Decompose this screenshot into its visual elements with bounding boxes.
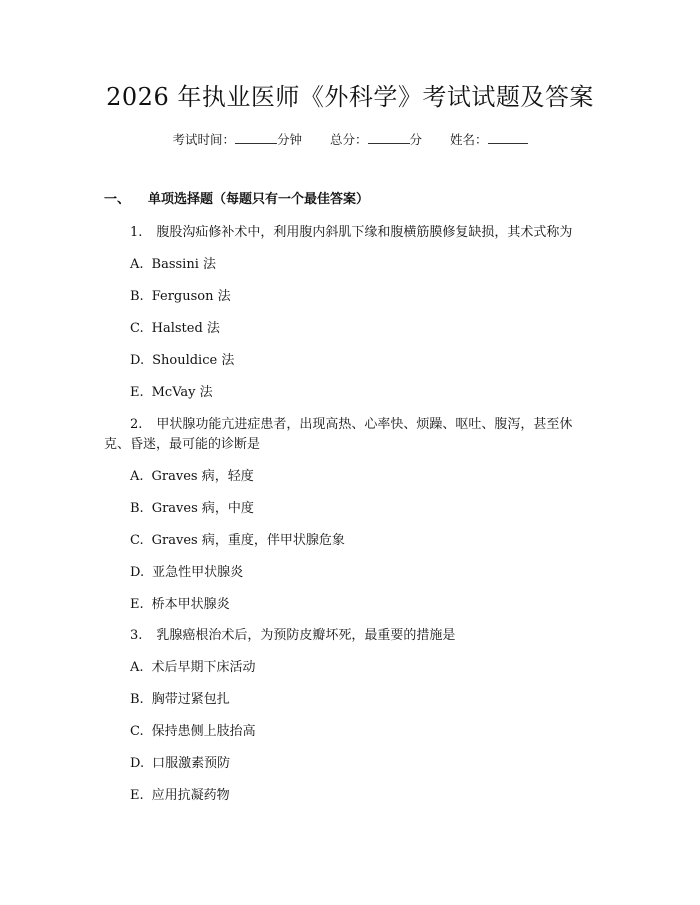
option-text: Graves 病，轻度 bbox=[151, 469, 254, 484]
section-title: 单项选择题（每题只有一个最佳答案） bbox=[148, 192, 370, 207]
option-letter: B. bbox=[130, 501, 144, 516]
question-1-option-e[interactable] bbox=[130, 383, 213, 403]
option-letter: D. bbox=[130, 565, 145, 580]
question-1-option-c[interactable] bbox=[130, 319, 220, 339]
option-letter: A. bbox=[130, 660, 144, 675]
question-3-option-d[interactable] bbox=[130, 754, 230, 774]
total-score-label: 总分： bbox=[329, 132, 368, 147]
option-text: Shouldice 法 bbox=[152, 353, 235, 368]
question-2 bbox=[130, 415, 572, 435]
option-text: Graves 病，重度，伴甲状腺危象 bbox=[151, 533, 345, 548]
option-letter: A. bbox=[130, 469, 144, 484]
exam-time-unit: 分钟 bbox=[276, 132, 302, 147]
option-text: 保持患侧上肢抬高 bbox=[151, 724, 256, 739]
question-2-option-e[interactable] bbox=[130, 595, 230, 615]
option-letter: E. bbox=[130, 385, 144, 400]
option-text: 桥本甲状腺炎 bbox=[151, 597, 230, 612]
question-number: 2. bbox=[130, 417, 143, 432]
question-3 bbox=[130, 626, 455, 646]
total-score-field bbox=[330, 132, 422, 147]
option-text: 术后早期下床活动 bbox=[151, 660, 256, 675]
option-text: Graves 病，中度 bbox=[151, 501, 254, 516]
question-number: 1. bbox=[130, 225, 143, 240]
option-text: 亚急性甲状腺炎 bbox=[152, 565, 244, 580]
question-3-option-b[interactable] bbox=[130, 690, 230, 710]
option-letter: D. bbox=[130, 756, 145, 771]
name-field bbox=[450, 132, 528, 147]
question-2-continuation: 克、昏迷，最可能的诊断是 bbox=[104, 437, 261, 452]
exam-meta-line bbox=[0, 131, 700, 149]
option-letter: E. bbox=[130, 788, 144, 803]
question-text: 腹股沟疝修补术中，利用腹内斜肌下缘和腹横筋膜修复缺损，其术式称为 bbox=[156, 225, 573, 240]
question-2-option-d[interactable] bbox=[130, 563, 243, 583]
question-1-option-d[interactable] bbox=[130, 351, 234, 371]
option-letter: C. bbox=[130, 321, 144, 336]
option-text: McVay 法 bbox=[151, 385, 213, 400]
question-3-option-c[interactable] bbox=[130, 722, 256, 742]
question-1-option-b[interactable] bbox=[130, 287, 231, 307]
exam-time-label: 考试时间： bbox=[172, 132, 235, 147]
option-letter: C. bbox=[130, 533, 144, 548]
question-text: 乳腺癌根治术后，为预防皮瓣坏死，最重要的措施是 bbox=[156, 628, 456, 643]
option-letter: B. bbox=[130, 692, 144, 707]
question-2-option-b[interactable] bbox=[130, 499, 254, 519]
option-letter: C. bbox=[130, 724, 144, 739]
total-score-unit: 分 bbox=[409, 132, 423, 147]
page-title: 2026 年执业医师《外科学》考试试题及答案 bbox=[106, 83, 594, 111]
option-letter: B. bbox=[130, 289, 144, 304]
exam-time-blank[interactable] bbox=[235, 131, 277, 144]
option-text: Halsted 法 bbox=[151, 321, 220, 336]
question-2-option-a[interactable] bbox=[130, 467, 254, 487]
option-text: Bassini 法 bbox=[151, 257, 216, 272]
question-3-option-a[interactable] bbox=[130, 658, 256, 678]
question-text: 甲状腺功能亢进症患者，出现高热、心率快、烦躁、呕吐、腹泻，甚至休 bbox=[156, 417, 573, 432]
question-1 bbox=[130, 223, 572, 243]
question-2-option-c[interactable] bbox=[130, 531, 345, 551]
option-text: 应用抗凝药物 bbox=[151, 788, 230, 803]
section-number: 一、 bbox=[104, 192, 131, 207]
name-blank[interactable] bbox=[488, 131, 528, 144]
question-number: 3. bbox=[130, 628, 143, 643]
option-text: 胸带过紧包扎 bbox=[151, 692, 230, 707]
question-3-option-e[interactable] bbox=[130, 786, 230, 806]
exam-time-field bbox=[172, 132, 302, 147]
option-text: Ferguson 法 bbox=[151, 289, 231, 304]
option-text: 口服激素预防 bbox=[152, 756, 231, 771]
name-label: 姓名： bbox=[450, 132, 488, 147]
option-letter: A. bbox=[130, 257, 144, 272]
total-score-blank[interactable] bbox=[368, 131, 410, 144]
section-heading bbox=[104, 190, 369, 210]
option-letter: D. bbox=[130, 353, 145, 368]
option-letter: E. bbox=[130, 597, 144, 612]
question-1-option-a[interactable] bbox=[130, 255, 216, 275]
